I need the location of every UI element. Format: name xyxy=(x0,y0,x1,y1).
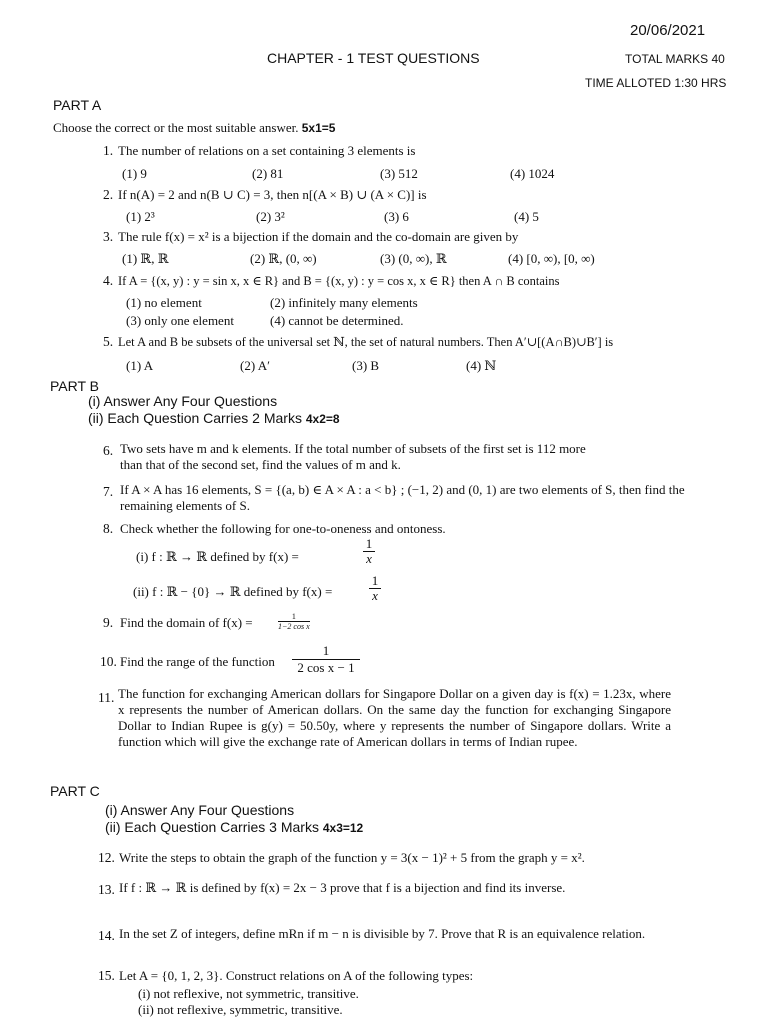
total-marks: TOTAL MARKS 40 xyxy=(625,52,725,66)
question-11-text: The function for exchanging American dollars for Singapore Dollar on a given day is f(x) = 1.23x, where x represents the number of American dollars. On the same day the function for exchanging Singapore Dollar to Indian Rupee is g(y) = 50.50y, where y represents the number of Singapore dollars. Write a function which will give the exchange rate of American dollars in terms of Indian rupee. xyxy=(118,686,671,749)
q5-option-1: (1) A xyxy=(126,358,154,373)
q4-option-1: (1) no element xyxy=(126,295,202,310)
fraction-numerator: 1 xyxy=(371,573,379,588)
fraction-numerator: 1 xyxy=(291,612,296,621)
question-9-text: Find the domain of f(x) = xyxy=(120,615,253,630)
question-8-sub-i-text: (i) f : ℝ → ℝ defined by f(x) = xyxy=(136,549,299,564)
question-number: 3. xyxy=(103,229,114,244)
fraction-denominator: x xyxy=(363,551,375,566)
fraction-denominator: x xyxy=(369,588,381,603)
part-c-marks: 4x3=12 xyxy=(322,821,364,835)
question-3-text: The rule f(x) = x² is a bijection if the domain and the co-domain are given by xyxy=(118,229,519,244)
question-5-text: Let A and B be subsets of the universal set ℕ, the set of natural numbers. Then A′∪[(A∩B)∪B′] is xyxy=(118,335,614,349)
fraction xyxy=(292,643,360,676)
question-2-text: If n(A) = 2 and n(B ∪ C) = 3, then n[(A × B) ∪ (A × C)] is xyxy=(118,187,427,202)
q1-option-4: (4) 1024 xyxy=(510,166,555,181)
fraction-numerator: 1 xyxy=(365,536,373,551)
part-c-instruction-1: (i) Answer Any Four Questions xyxy=(105,802,295,818)
q3-option-4: (4) [0, ∞), [0, ∞) xyxy=(508,251,595,266)
question-number: 1. xyxy=(103,143,114,158)
fraction xyxy=(363,537,375,566)
part-b-instruction-2-text: (ii) Each Question Carries 2 Marks xyxy=(88,410,302,426)
question-number: 13. xyxy=(98,882,115,897)
part-a-label: PART A xyxy=(53,97,102,113)
question-1-text: The number of relations on a set containing 3 elements is xyxy=(118,143,416,158)
question-12-text: Write the steps to obtain the graph of the function y = 3(x − 1)² + 5 from the graph y = x². xyxy=(119,850,585,865)
fraction-denominator: 2 cos x − 1 xyxy=(292,659,360,676)
fraction xyxy=(278,612,310,631)
question-number: 15. xyxy=(98,968,115,983)
part-c-label: PART C xyxy=(50,783,100,799)
question-number: 11. xyxy=(98,690,115,705)
q1-option-3: (3) 512 xyxy=(380,166,418,181)
question-number: 10. xyxy=(100,654,117,669)
exam-date: 20/06/2021 xyxy=(630,22,706,39)
question-8-sub-ii-text: (ii) f : ℝ − {0} → ℝ defined by f(x) = xyxy=(133,584,333,599)
q4-option-3: (3) only one element xyxy=(126,313,234,328)
part-c-instruction-2-text: (ii) Each Question Carries 3 Marks xyxy=(105,819,319,835)
q4-option-2: (2) infinitely many elements xyxy=(270,295,418,310)
part-a-instruction xyxy=(53,120,335,136)
question-number: 4. xyxy=(103,273,114,288)
part-c-instruction-2 xyxy=(105,819,363,835)
question-15-text: Let A = {0, 1, 2, 3}. Construct relations on A of the following types: xyxy=(119,968,474,983)
part-a-marks: 5x1=5 xyxy=(301,121,336,135)
part-b-instruction-2 xyxy=(88,410,340,426)
fraction-numerator: 1 xyxy=(322,643,330,658)
question-number: 6. xyxy=(103,443,114,458)
question-8-sub-ii xyxy=(133,584,332,600)
page-title: CHAPTER - 1 TEST QUESTIONS xyxy=(267,50,480,66)
question-4-text: If A = {(x, y) : y = sin x, x ∈ R} and B = {(x, y) : y = cos x, x ∈ R} then A ∩ B contains xyxy=(118,274,560,288)
question-number: 9. xyxy=(103,615,114,630)
part-b-marks: 4x2=8 xyxy=(305,412,340,426)
q5-option-2: (2) A′ xyxy=(240,358,270,373)
q2-option-3: (3) 6 xyxy=(384,209,409,224)
fraction xyxy=(369,574,381,603)
q1-option-1: (1) 9 xyxy=(122,166,147,181)
question-6-text: Two sets have m and k elements. If the total number of subsets of the first set is 112 more than that of the second set, find the values of m and k. xyxy=(120,441,586,472)
question-10-text: Find the range of the function xyxy=(120,654,275,669)
q4-option-4: (4) cannot be determined. xyxy=(270,313,404,328)
question-13-text: If f : ℝ → ℝ is defined by f(x) = 2x − 3 prove that f is a bijection and find its inverse. xyxy=(119,880,566,895)
question-number: 5. xyxy=(103,334,114,349)
question-number: 8. xyxy=(103,521,114,536)
part-b-label: PART B xyxy=(50,378,100,394)
q3-option-3: (3) (0, ∞), ℝ xyxy=(380,251,447,266)
question-15-sub-ii: (ii) not reflexive, symmetric, transitive. xyxy=(138,1002,343,1017)
question-8-sub-i xyxy=(136,549,299,565)
fraction-denominator: 1−2 cos x xyxy=(278,622,310,631)
question-7-text: If A × A has 16 elements, S = {(a, b) ∈ A × A : a < b} ; (−1, 2) and (0, 1) are two elements of S, then find the remaining elements of S. xyxy=(120,482,685,513)
q5-option-3: (3) B xyxy=(352,358,380,373)
question-number: 2. xyxy=(103,187,114,202)
part-b-instruction-1: (i) Answer Any Four Questions xyxy=(88,393,278,409)
q5-option-4: (4) ℕ xyxy=(466,358,497,373)
q3-option-1: (1) ℝ, ℝ xyxy=(122,251,169,266)
q3-option-2: (2) ℝ, (0, ∞) xyxy=(250,251,317,266)
question-number: 14. xyxy=(98,928,115,943)
q2-option-1: (1) 2³ xyxy=(126,209,155,224)
question-14-text: In the set Z of integers, define mRn if m − n is divisible by 7. Prove that R is an equivalence relation. xyxy=(119,926,646,941)
q2-option-2: (2) 3² xyxy=(256,209,285,224)
time-allotted: TIME ALLOTED 1:30 HRS xyxy=(585,76,727,90)
q1-option-2: (2) 81 xyxy=(252,166,284,181)
question-15-sub-i: (i) not reflexive, not symmetric, transitive. xyxy=(138,986,359,1001)
question-number: 12. xyxy=(98,850,115,865)
q2-option-4: (4) 5 xyxy=(514,209,539,224)
part-a-instruction-text: Choose the correct or the most suitable answer. xyxy=(53,120,299,135)
question-number: 7. xyxy=(103,484,114,499)
question-8-text: Check whether the following for one-to-oneness and ontoness. xyxy=(120,521,446,536)
